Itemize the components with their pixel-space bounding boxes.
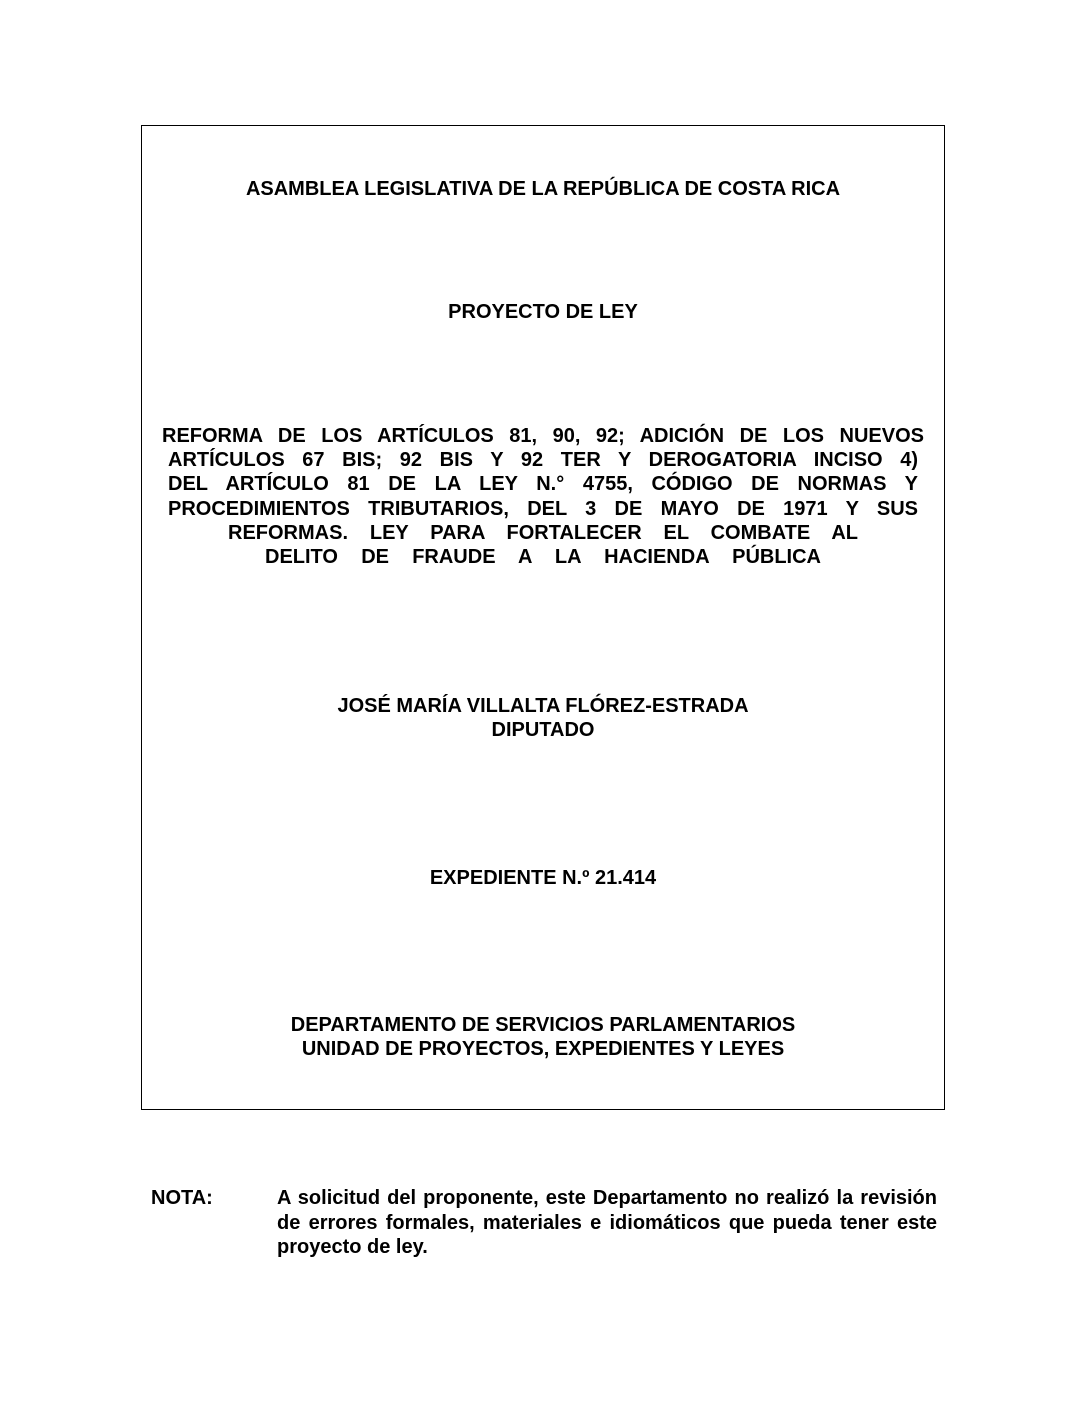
unit-name: UNIDAD DE PROYECTOS, EXPEDIENTES Y LEYES bbox=[301, 1038, 785, 1060]
note-label: NOTA: bbox=[151, 1187, 213, 1209]
file-number: EXPEDIENTE N.º 21.414 bbox=[429, 867, 657, 889]
department-name: DEPARTAMENTO DE SERVICIOS PARLAMENTARIOS bbox=[290, 1014, 796, 1036]
bill-title-line: ARTÍCULOS 67 BIS; 92 BIS Y 92 TER Y DEROGATORIA INCISO 4) bbox=[168, 449, 918, 472]
note-text: A solicitud del proponente, este Departamento no realizó la revisión de errores formales, materiales e idiomáticos que pueda tener este proyecto de ley. bbox=[277, 1187, 937, 1258]
bill-title-line: PROCEDIMIENTOS TRIBUTARIOS, DEL 3 DE MAYO DE 1971 Y SUS bbox=[168, 497, 918, 520]
bill-title-line: REFORMAS. LEY PARA FORTALECER EL COMBATE AL bbox=[228, 521, 858, 544]
bill-title-line: DELITO DE FRAUDE A LA HACIENDA PÚBLICA bbox=[265, 546, 821, 569]
bill-title-line: DEL ARTÍCULO 81 DE LA LEY N.° 4755, CÓDIGO DE NORMAS Y bbox=[168, 473, 918, 496]
author-role: DIPUTADO bbox=[491, 719, 595, 741]
bill-title-line: REFORMA DE LOS ARTÍCULOS 81, 90, 92; ADICIÓN DE LOS NUEVOS bbox=[162, 425, 924, 447]
author-name: JOSÉ MARÍA VILLALTA FLÓREZ-ESTRADA bbox=[337, 695, 749, 717]
document-type: PROYECTO DE LEY bbox=[448, 301, 638, 323]
cover-frame bbox=[141, 125, 945, 1110]
assembly-heading: ASAMBLEA LEGISLATIVA DE LA REPÚBLICA DE COSTA RICA bbox=[245, 178, 841, 200]
bill-title bbox=[162, 424, 924, 569]
